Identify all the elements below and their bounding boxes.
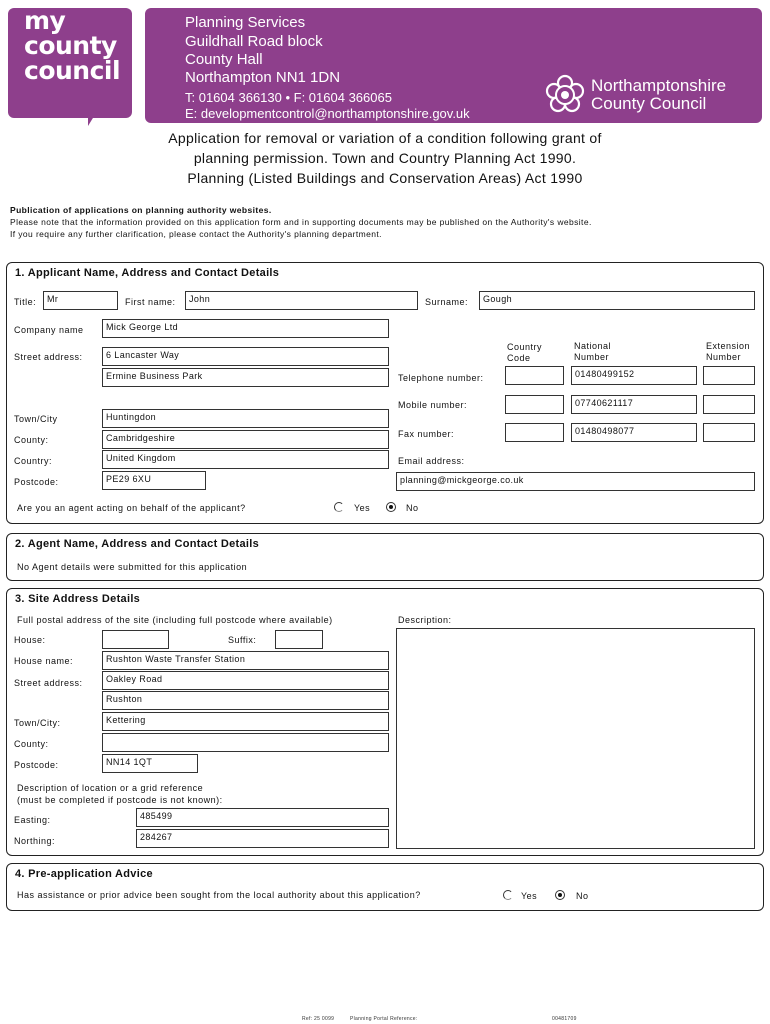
mobile-extension[interactable] bbox=[703, 395, 755, 414]
header-line: Northampton NN1 1DN bbox=[185, 69, 341, 86]
section-title: 3. Site Address Details bbox=[15, 593, 141, 605]
agent-yes-label: Yes bbox=[354, 503, 371, 513]
location-desc-line2: (must be completed if postcode is not known): bbox=[17, 795, 223, 805]
section-title: 2. Agent Name, Address and Contact Details bbox=[15, 538, 260, 550]
logo-line-county: county bbox=[24, 31, 117, 60]
site-postcode-field[interactable]: NN14 1QT bbox=[102, 754, 198, 773]
mobile-field[interactable]: 07740621117 bbox=[571, 395, 697, 414]
fax-country-code[interactable] bbox=[505, 423, 564, 442]
col-label: Country bbox=[507, 342, 543, 352]
form-title-line1: Application for removal or variation of a condition following grant of bbox=[168, 130, 602, 146]
location-desc-line1: Description of location or a grid reference bbox=[17, 783, 204, 793]
easting-label: Easting: bbox=[14, 815, 51, 825]
fax-field[interactable]: 01480498077 bbox=[571, 423, 697, 442]
agent-none-text: No Agent details were submitted for this application bbox=[17, 562, 248, 572]
col-label: Number bbox=[706, 352, 742, 362]
footer-portal-label: Planning Portal Reference: bbox=[350, 1016, 418, 1022]
site-town-field[interactable]: Kettering bbox=[102, 712, 389, 731]
national-number-header bbox=[574, 341, 611, 363]
telephone-country-code[interactable] bbox=[505, 366, 564, 385]
telephone-extension[interactable] bbox=[703, 366, 755, 385]
country-label: Country: bbox=[14, 456, 53, 466]
agent-yes-radio[interactable] bbox=[334, 502, 344, 512]
header-line: Guildhall Road block bbox=[185, 33, 323, 50]
site-county-label: County: bbox=[14, 739, 49, 749]
title-label: Title: bbox=[14, 297, 37, 307]
postcode-field[interactable]: PE29 6XU bbox=[102, 471, 206, 490]
section-title: 1. Applicant Name, Address and Contact Details bbox=[15, 267, 280, 279]
postcode-label: Postcode: bbox=[14, 477, 59, 487]
description-label: Description: bbox=[398, 615, 452, 625]
street-label: Street address: bbox=[14, 352, 83, 362]
fax-extension[interactable] bbox=[703, 423, 755, 442]
footer-ref: Ref: 25 0099 bbox=[302, 1016, 335, 1022]
form-title-line2: planning permission. Town and Country Planning Act 1990. bbox=[193, 150, 577, 166]
pre-app-question: Has assistance or prior advice been sought from the local authority about this application? bbox=[17, 890, 421, 900]
col-label: Code bbox=[507, 353, 531, 363]
country-field[interactable]: United Kingdom bbox=[102, 450, 389, 469]
section-pre-application bbox=[6, 863, 764, 911]
council-name bbox=[591, 77, 726, 113]
county-label: County: bbox=[14, 435, 49, 445]
email-field[interactable]: planning@mickgeorge.co.uk bbox=[396, 472, 755, 491]
telephone-field[interactable]: 01480499152 bbox=[571, 366, 697, 385]
header-line: Planning Services bbox=[185, 14, 306, 31]
council-name-line1: Northamptonshire bbox=[591, 76, 727, 95]
pre-app-yes-label: Yes bbox=[521, 891, 538, 901]
county-field[interactable]: Cambridgeshire bbox=[102, 430, 389, 449]
house-label: House: bbox=[14, 635, 46, 645]
company-label: Company name bbox=[14, 325, 84, 335]
surname-field[interactable]: Gough bbox=[479, 291, 755, 310]
pre-app-no-radio[interactable] bbox=[555, 890, 565, 900]
agent-no-label: No bbox=[406, 503, 419, 513]
publication-note: If you require any further clarification, please contact the Authority's planning department. bbox=[10, 229, 382, 239]
footer-portal-value: 00481709 bbox=[552, 1016, 577, 1022]
first-name-field[interactable]: John bbox=[185, 291, 418, 310]
house-name-label: House name: bbox=[14, 656, 74, 666]
house-name-field[interactable]: Rushton Waste Transfer Station bbox=[102, 651, 389, 670]
town-label: Town/City bbox=[14, 414, 58, 424]
mobile-label: Mobile number: bbox=[398, 400, 468, 410]
telephone-label: Telephone number: bbox=[398, 373, 484, 383]
email-label: Email address: bbox=[398, 456, 465, 466]
full-postal-note: Full postal address of the site (including full postcode where available) bbox=[17, 615, 333, 625]
town-field[interactable]: Huntingdon bbox=[102, 409, 389, 428]
logo-line-my: my bbox=[24, 6, 66, 35]
extension-header bbox=[706, 341, 750, 363]
col-label: National bbox=[574, 341, 612, 351]
site-street-label: Street address: bbox=[14, 678, 83, 688]
agent-question: Are you an agent acting on behalf of the applicant? bbox=[17, 503, 246, 513]
easting-field[interactable]: 485499 bbox=[136, 808, 389, 827]
pre-app-no-label: No bbox=[576, 891, 589, 901]
form-title-line3: Planning (Listed Buildings and Conservation Areas) Act 1990 bbox=[187, 170, 583, 186]
company-field[interactable]: Mick George Ltd bbox=[102, 319, 389, 338]
site-county-field[interactable] bbox=[102, 733, 389, 752]
surname-label: Surname: bbox=[425, 297, 469, 307]
col-label: Extension bbox=[706, 341, 751, 351]
suffix-label: Suffix: bbox=[228, 635, 257, 645]
mobile-country-code[interactable] bbox=[505, 395, 564, 414]
suffix-field[interactable] bbox=[275, 630, 323, 649]
col-label: Number bbox=[574, 352, 610, 362]
title-field[interactable]: Mr bbox=[43, 291, 118, 310]
logo-text bbox=[24, 8, 120, 83]
tudor-rose-icon bbox=[544, 74, 586, 116]
site-postcode-label: Postcode: bbox=[14, 760, 59, 770]
header-email: E: developmentcontrol@northamptonshire.gov.uk bbox=[185, 106, 470, 121]
first-name-label: First name: bbox=[125, 297, 176, 307]
section-agent bbox=[6, 533, 764, 581]
site-town-label: Town/City: bbox=[14, 718, 61, 728]
site-street-field-2[interactable]: Rushton bbox=[102, 691, 389, 710]
logo-line-council: council bbox=[24, 56, 121, 85]
publication-heading: Publication of applications on planning authority websites. bbox=[10, 205, 272, 215]
street-field-1[interactable]: 6 Lancaster Way bbox=[102, 347, 389, 366]
logo-speech-tail bbox=[88, 100, 104, 126]
council-name-line2: County Council bbox=[591, 94, 707, 113]
agent-no-radio[interactable] bbox=[386, 502, 396, 512]
header-line: County Hall bbox=[185, 51, 263, 68]
section-title: 4. Pre-application Advice bbox=[15, 868, 153, 880]
northing-field[interactable]: 284267 bbox=[136, 829, 389, 848]
house-field[interactable] bbox=[102, 630, 169, 649]
pre-app-yes-radio[interactable] bbox=[503, 890, 513, 900]
northing-label: Northing: bbox=[14, 836, 56, 846]
street-field-2[interactable]: Ermine Business Park bbox=[102, 368, 389, 387]
header-phone: T: 01604 366130 • F: 01604 366065 bbox=[185, 90, 392, 105]
description-field[interactable] bbox=[396, 628, 755, 849]
site-street-field-1[interactable]: Oakley Road bbox=[102, 671, 389, 690]
country-code-header bbox=[507, 342, 542, 364]
publication-note: Please note that the information provided on this application form and in supporting documents may be published on the Authority's website. bbox=[10, 217, 592, 227]
fax-label: Fax number: bbox=[398, 429, 455, 439]
